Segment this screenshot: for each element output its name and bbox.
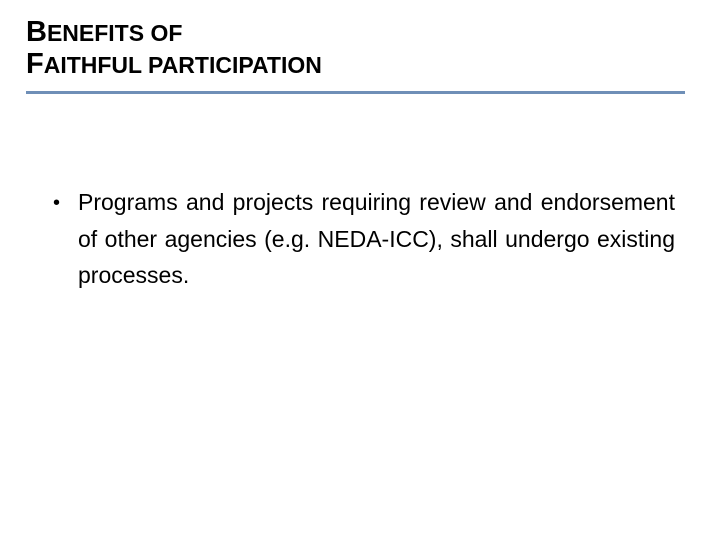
title-line-1: BENEFITS OF [26, 16, 183, 48]
title-divider [26, 91, 685, 94]
slide-content [32, 184, 675, 293]
bullet-item [32, 184, 675, 293]
bullet-text: Programs and projects requiring review and endorsement of other agencies (e.g. NEDA-ICC), shall undergo existing processes. [78, 189, 675, 288]
slide-title [26, 17, 322, 81]
title-line-2: FAITHFUL PARTICIPATION [26, 48, 322, 80]
bullet-dot-icon: • [53, 192, 61, 214]
